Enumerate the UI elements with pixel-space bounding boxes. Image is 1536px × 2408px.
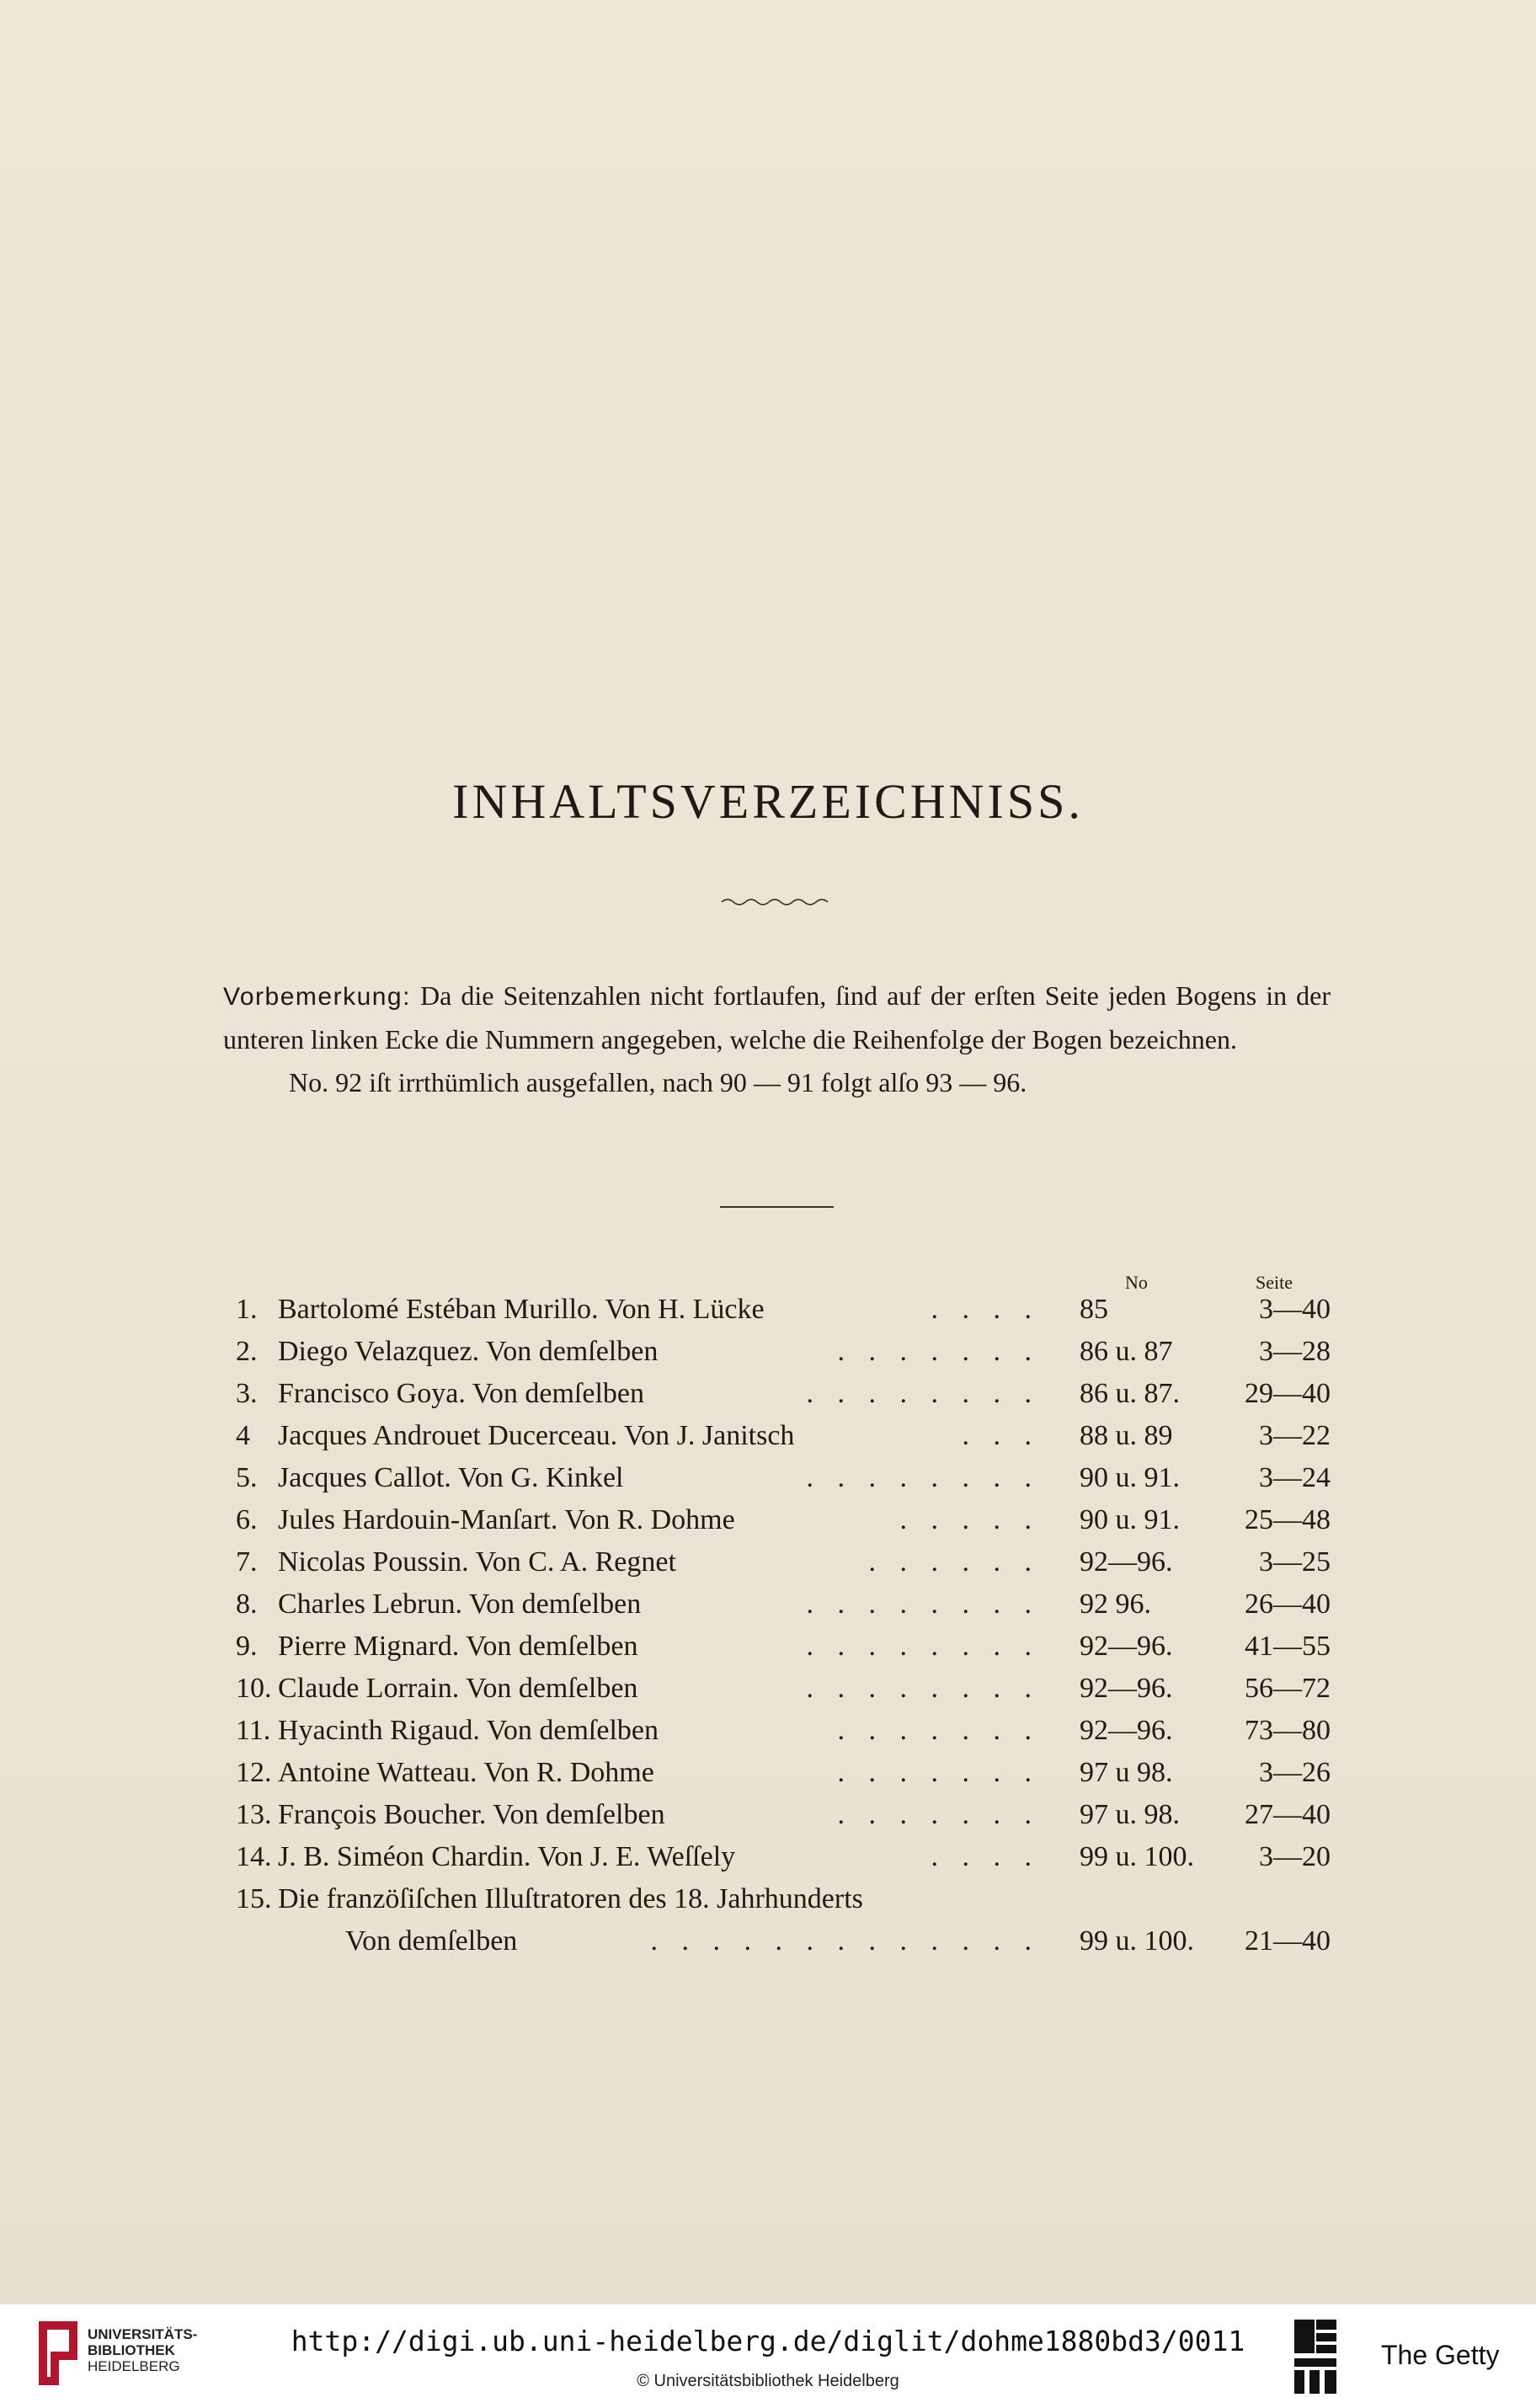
divider-rule <box>720 1206 834 1208</box>
toc-entry-page-range: 3—24 <box>1259 1462 1331 1493</box>
toc-entry-title: Von demſelben <box>345 1925 518 1957</box>
toc-entry <box>0 1883 1536 1925</box>
toc-entry-page-range: 3—40 <box>1259 1294 1331 1325</box>
toc-entry-page-range: 3—26 <box>1259 1757 1331 1788</box>
toc-entry-leader-dots: . . . . . . . . <box>806 1588 1040 1620</box>
column-header-page: Seite <box>1256 1272 1293 1293</box>
toc-entry <box>0 1925 1536 1968</box>
toc-entry-sheet-number: 92—96. <box>1080 1546 1173 1578</box>
toc-entry-page-range: 21—40 <box>1245 1925 1331 1957</box>
toc-entry-title: Diego Velazquez. Von demſelben <box>278 1336 659 1367</box>
toc-entry-page-range: 25—48 <box>1245 1504 1331 1535</box>
toc-entry-number: 11. <box>236 1715 271 1746</box>
note-paragraph-2: No. 92 iſt irrthümlich ausgefallen, nach 90 — 91 folgt alſo 93 — 96. <box>289 1067 1027 1097</box>
toc-entry-number: 1. <box>236 1294 258 1325</box>
toc-entry-title: Antoine Watteau. Von R. Dohme <box>278 1757 654 1788</box>
getty-logo-icon <box>1291 2316 1340 2397</box>
toc-entry-number: 12. <box>236 1757 272 1788</box>
toc-entry-title: Pierre Mignard. Von demſelben <box>278 1631 638 1662</box>
toc-entry-title: Claude Lorrain. Von demſelben <box>278 1673 638 1704</box>
toc-entry-title: Charles Lebrun. Von demſelben <box>278 1588 642 1620</box>
toc-entry-title: Bartolomé Estéban Murillo. Von H. Lücke <box>278 1294 765 1325</box>
toc-entry-sheet-number: 92—96. <box>1080 1715 1173 1746</box>
toc-entry <box>0 1420 1536 1462</box>
decorative-wave-ornament <box>720 895 834 909</box>
toc-entry-page-range: 41—55 <box>1245 1631 1331 1662</box>
toc-entry <box>0 1673 1536 1715</box>
toc-entry-sheet-number: 97 u 98. <box>1080 1757 1173 1788</box>
partner-name: The Getty <box>1381 2340 1500 2370</box>
toc-entry <box>0 1715 1536 1757</box>
toc-entry-sheet-number: 92—96. <box>1080 1673 1173 1704</box>
toc-entry-sheet-number: 92 96. <box>1080 1588 1151 1620</box>
toc-entry-number: 7. <box>236 1546 258 1578</box>
toc-entry-sheet-number: 90 u. 91. <box>1080 1504 1180 1535</box>
toc-entry-number: 4 <box>236 1420 250 1451</box>
library-name-line-3: HEIDELBERG <box>88 2358 180 2374</box>
toc-entry-leader-dots: . . . . . . . <box>837 1336 1040 1367</box>
toc-entry-page-range: 56—72 <box>1245 1673 1331 1704</box>
toc-entry-sheet-number: 86 u. 87 <box>1080 1336 1173 1367</box>
toc-entry-sheet-number: 86 u. 87. <box>1080 1378 1180 1409</box>
toc-entry-number: 14. <box>236 1841 272 1872</box>
viewer-footer <box>0 2304 1536 2408</box>
toc-entry <box>0 1799 1536 1841</box>
column-header-no: No <box>1125 1272 1148 1293</box>
toc-entry-leader-dots: . . . . . . . . <box>806 1462 1040 1493</box>
toc-entry-page-range: 3—20 <box>1259 1841 1331 1872</box>
library-name-line-2: BIBLIOTHEK <box>88 2342 175 2358</box>
toc-entry-leader-dots: . . . . . . . <box>837 1757 1040 1788</box>
toc-entry <box>0 1841 1536 1883</box>
note-lead: Vorbemerkung: <box>223 983 411 1011</box>
permalink-url[interactable]: http://digi.ub.uni-heidelberg.de/diglit/dohme1880bd3/0011 <box>291 2325 1245 2357</box>
library-name-line-1: UNIVERSITÄTS- <box>88 2326 198 2342</box>
toc-entry-number: 6. <box>236 1504 258 1535</box>
toc-entry-number: 10. <box>236 1673 272 1704</box>
toc-entry <box>0 1294 1536 1336</box>
toc-entry-sheet-number: 90 u. 91. <box>1080 1462 1180 1493</box>
toc-entry-page-range: 27—40 <box>1245 1799 1331 1830</box>
toc-entry-leader-dots: . . . . . . <box>868 1546 1040 1578</box>
toc-entry-page-range: 26—40 <box>1245 1588 1331 1620</box>
toc-entry <box>0 1546 1536 1588</box>
copyright-notice: © Universitätsbibliothek Heidelberg <box>637 2372 899 2390</box>
toc-entry-leader-dots: . . . . . . . <box>837 1799 1040 1830</box>
toc-entry-number: 9. <box>236 1631 258 1662</box>
page-title: INHALTSVERZEICHNISS. <box>452 774 1084 829</box>
toc-entry-number: 8. <box>236 1588 258 1620</box>
toc-entry <box>0 1757 1536 1799</box>
toc-entry-number: 5. <box>236 1462 258 1493</box>
toc-entry <box>0 1336 1536 1378</box>
toc-entry <box>0 1504 1536 1546</box>
toc-entry-leader-dots: . . . <box>962 1420 1040 1451</box>
toc-entry-page-range: 3—25 <box>1259 1546 1331 1578</box>
toc-entry-title: Jacques Androuet Ducerceau. Von J. Janitsch <box>278 1420 795 1451</box>
toc-entry-page-range: 73—80 <box>1245 1715 1331 1746</box>
toc-entry-sheet-number: 92—96. <box>1080 1631 1173 1662</box>
toc-entry <box>0 1462 1536 1504</box>
toc-entry <box>0 1631 1536 1673</box>
toc-entry-title: Nicolas Poussin. Von C. A. Regnet <box>278 1546 676 1578</box>
toc-entry <box>0 1378 1536 1420</box>
toc-entry-page-range: 3—22 <box>1259 1420 1331 1451</box>
toc-entry-title: François Boucher. Von demſelben <box>278 1799 665 1830</box>
toc-entry-number: 13. <box>236 1799 272 1830</box>
toc-entry-page-range: 29—40 <box>1245 1378 1331 1409</box>
note-paragraph-1 <box>223 974 1331 1061</box>
toc-entry-sheet-number: 85 <box>1080 1294 1108 1325</box>
toc-entry-leader-dots: . . . . . . . . <box>806 1673 1040 1704</box>
toc-entry-leader-dots: . . . . . <box>899 1504 1040 1535</box>
toc-entry-title: Jules Hardouin-Manſart. Von R. Dohme <box>278 1504 735 1535</box>
toc-entry-leader-dots: . . . . . . . . . . . . . <box>650 1925 1040 1957</box>
toc-entry-sheet-number: 99 u. 100. <box>1080 1841 1194 1872</box>
toc-entry-title: J. B. Siméon Chardin. Von J. E. Weſſely <box>278 1841 736 1872</box>
toc-entry-number: 15. <box>236 1883 272 1914</box>
toc-entry-sheet-number: 97 u. 98. <box>1080 1799 1180 1830</box>
toc-entry-sheet-number: 88 u. 89 <box>1080 1420 1173 1451</box>
toc-entry-leader-dots: . . . . <box>931 1841 1040 1872</box>
toc-entry-page-range: 3—28 <box>1259 1336 1331 1367</box>
toc-entry-title: Die franzöſiſchen Illuſtratoren des 18. Jahrhunderts <box>278 1883 863 1914</box>
preliminary-note <box>223 974 1331 1104</box>
toc-entry-number: 3. <box>236 1378 258 1409</box>
toc-entry <box>0 1588 1536 1631</box>
toc-entry-leader-dots: . . . . . . . <box>837 1715 1040 1746</box>
toc-entry-title: Jacques Callot. Von G. Kinkel <box>278 1462 624 1493</box>
toc-entry-leader-dots: . . . . <box>931 1294 1040 1325</box>
toc-entry-number: 2. <box>236 1336 258 1367</box>
toc-entry-sheet-number: 99 u. 100. <box>1080 1925 1194 1957</box>
note-text-1: Da die Seitenzahlen nicht fortlaufen, ſind auf der erſten Seite jeden Bogens in der unteren linken Ecke die Nummern angegeben, welche die Reihenfolge der Bogen bezeichnen. <box>223 980 1331 1055</box>
toc-entry-title: Hyacinth Rigaud. Von demſelben <box>278 1715 659 1746</box>
toc-entry-title: Francisco Goya. Von demſelben <box>278 1378 644 1409</box>
toc-entry-leader-dots: . . . . . . . . <box>806 1378 1040 1409</box>
toc-entry-leader-dots: . . . . . . . . <box>806 1631 1040 1662</box>
